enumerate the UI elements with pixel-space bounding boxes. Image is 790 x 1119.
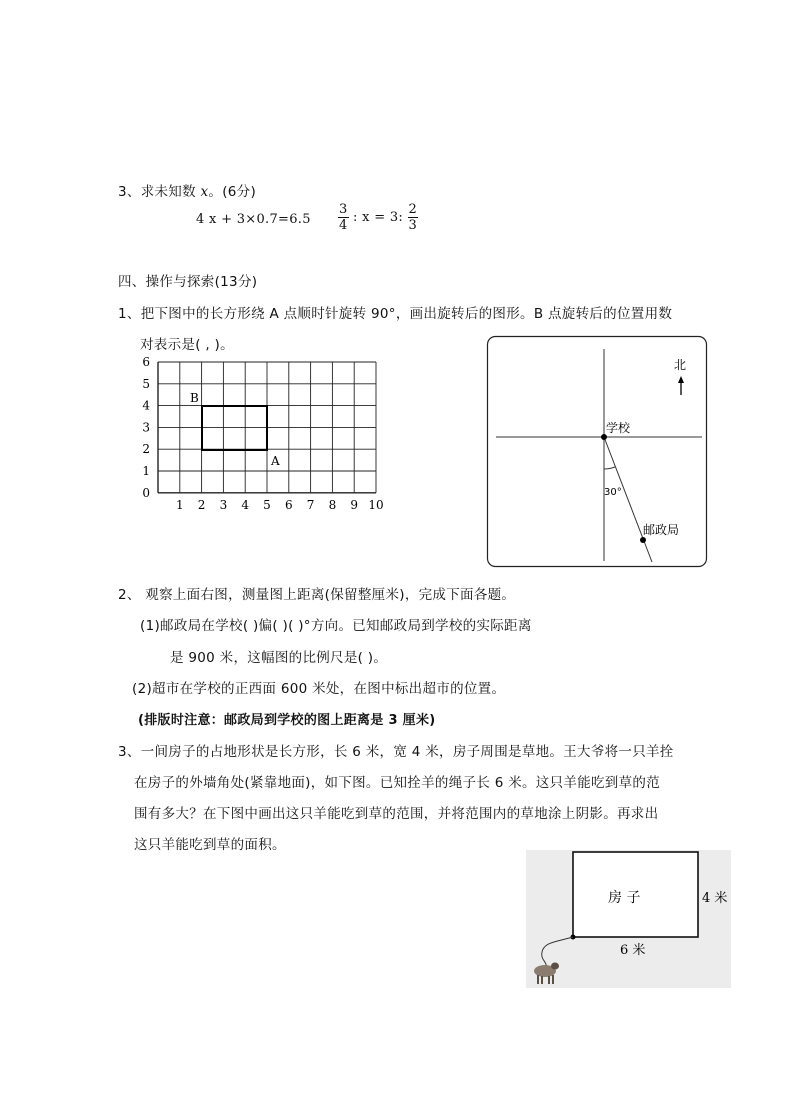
angle-arc	[604, 467, 615, 469]
x-tick-label: 4	[241, 497, 250, 512]
q3-points: 。(6分)	[208, 184, 257, 200]
y-tick-label: 6	[142, 356, 150, 369]
point-a-label: A	[271, 454, 280, 468]
y-tick-label: 4	[142, 398, 150, 413]
q1-text-line-2: 对表示是( , )。	[140, 337, 234, 353]
q1-text-line-1: 1、把下图中的长方形绕 A 点顺时针旋转 90°，画出旋转后的图形。B 点旋转后的位置用数	[118, 306, 673, 322]
question-3-solve-heading	[118, 180, 256, 200]
direction-map	[486, 335, 710, 571]
y-tick-label: 2	[142, 442, 150, 457]
section-4-heading: 四、操作与探索(13分)	[118, 274, 258, 290]
q2-heading: 2、 观察上面右图，测量图上距离(保留整厘米)，完成下面各题。	[118, 587, 516, 603]
y-tick-label: 5	[142, 376, 150, 391]
x-tick-label: 9	[350, 497, 359, 512]
q3-text-line-2: 在房子的外墙角处(紧靠地面)，如下图。已知拴羊的绳子长 6 米。这只羊能吃到草的范	[134, 775, 661, 791]
layout-note: (排版时注意：邮政局到学校的图上距离是 3 厘米)	[138, 713, 436, 728]
q2-2-text: (2)超市在学校的正西面 600 米处，在图中标出超市的位置。	[132, 681, 506, 697]
width-label: 4 米	[702, 891, 728, 906]
q2-1-line-1: (1)邮政局在学校( )偏( )( )°方向。已知邮政局到学校的实际距离	[140, 618, 532, 634]
y-axis-labels	[142, 356, 150, 500]
school-to-post-office-line	[604, 437, 652, 562]
school-label: 学校	[606, 421, 631, 435]
q3-heading-text: 3、求未知数	[118, 184, 201, 200]
length-label: 6 米	[620, 943, 646, 958]
x-tick-label: 8	[328, 497, 337, 512]
y-tick-label: 0	[142, 485, 150, 500]
north-label: 北	[674, 358, 687, 372]
point-b-label: B	[190, 391, 199, 405]
house-figure	[526, 850, 731, 988]
q3-variable: x	[200, 184, 209, 200]
post-office-point	[640, 537, 646, 543]
x-tick-label: 1	[175, 497, 184, 512]
rectangle-figure	[202, 406, 267, 450]
equation-1: 4 x + 3×0.7=6.5	[196, 212, 311, 227]
fraction-2-numerator: 2	[408, 202, 418, 217]
x-axis-labels	[176, 498, 384, 512]
q3-text-line-3: 围有多大？在下图中画出这只羊能吃到草的范围，并将范围内的草地涂上阴影。再求出	[134, 806, 659, 822]
x-tick-label: 6	[284, 497, 293, 512]
q2-1-line-2: 是 900 米，这幅图的比例尺是( )。	[170, 650, 388, 666]
fraction-1-numerator: 3	[339, 202, 348, 217]
x-tick-label: 5	[263, 497, 271, 512]
x-tick-label: 10	[368, 497, 384, 512]
y-tick-label: 1	[142, 464, 150, 478]
x-tick-label: 2	[197, 497, 206, 512]
house-label: 房 子	[608, 890, 641, 906]
q3-text-line-4: 这只羊能吃到草的面积。	[134, 837, 286, 853]
equation-2	[338, 202, 418, 233]
equation-2-fraction-1	[338, 202, 349, 233]
equation-2-fraction-2	[408, 202, 419, 233]
equation-2-middle: : x = 3:	[353, 210, 404, 225]
x-tick-label: 7	[306, 497, 315, 512]
post-office-label: 邮政局	[643, 523, 680, 537]
angle-label: 30°	[604, 487, 622, 498]
q3-text-line-1: 3、一间房子的占地形状是长方形，长 6 米，宽 4 米，房子周围是草地。王大爷将一只羊拴	[118, 744, 674, 760]
coordinate-grid	[136, 356, 386, 516]
y-tick-label: 3	[142, 420, 150, 435]
x-tick-label: 3	[219, 497, 228, 512]
fraction-1-denominator: 4	[339, 218, 348, 233]
north-arrow-icon	[678, 376, 684, 395]
fraction-2-denominator: 3	[408, 218, 418, 233]
